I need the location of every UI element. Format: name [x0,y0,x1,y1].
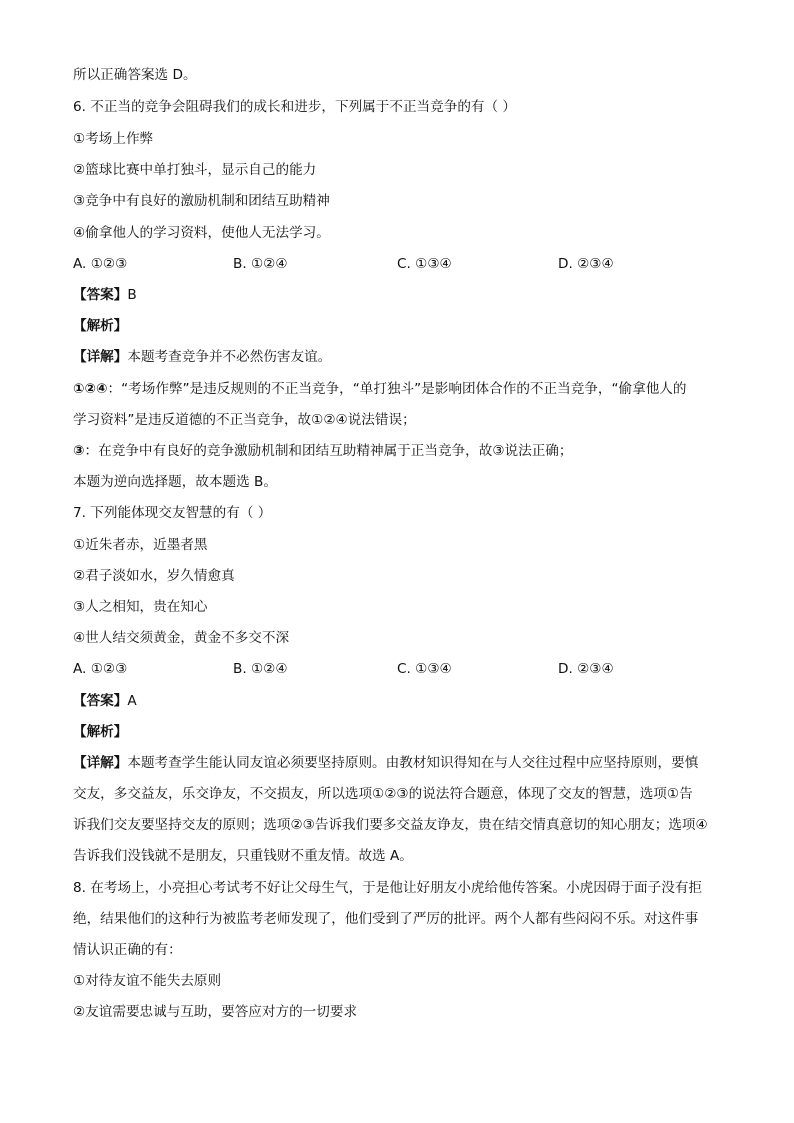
q8-item-2: ②友谊需要忠诚与互助，要答应对方的一切要求 [73,1004,358,1020]
q7-item-2: ②君子淡如水，岁久情愈真 [73,568,235,584]
q7-item-3: ③人之相知，贵在知心 [73,599,208,615]
detail-tag: 【详解】 [73,755,128,771]
q6-option-c: C. ①③④ [397,256,452,272]
q7-detail-1: 【详解】本题考查学生能认同友谊必须要坚持原则。由教材知识得知在与人交往过程中应坚持原则，要慎 [73,755,699,771]
q7-option-a: A. ①②③ [73,661,128,677]
q8-item-1: ①对待友谊不能失去原则 [73,973,222,989]
q6-analysis-tag: 【解析】 [73,318,128,334]
q6-item-1: ①考场上作弊 [73,131,154,147]
q6-item-3: ③竞争中有良好的激励机制和团结互助精神 [73,193,330,209]
q6-option-a: A. ①②③ [73,256,128,272]
q6-stem: 6. 不正当的竞争会阻碍我们的成长和进步，下列属于不正当竞争的有（ ） [73,99,517,115]
q7-option-b: B. ①②④ [233,661,288,677]
q6-detail [73,348,734,366]
answer-value: B [127,287,137,303]
q6-item-4: ④偷拿他人的学习资料，使他人无法学习。 [73,225,330,241]
q7-detail-3: 诉我们交友要坚持交友的原则；选项②③告诉我们要多交益友诤友，贵在结交情真意切的知心朋友；选项④ [73,817,708,833]
answer-tag: 【答案】 [73,693,128,709]
q7-stem: 7. 下列能体现交友智慧的有（ ） [73,505,272,521]
q6-detail-p1: ①②④：“考场作弊”是违反规则的不正当竞争，“单打独斗”是影响团体合作的不正当竞争，“偷拿他人的 [73,381,687,397]
q7-detail-4: 告诉我们没钱就不是朋友，只重钱财不重友情。故选 A。 [73,848,413,864]
q6-item-2: ②篮球比赛中单打独斗，显示自己的能力 [73,162,317,178]
q7-option-c: C. ①③④ [397,661,452,677]
q8-stem-2: 绝，结果他们的这种行为被监考老师发现了，他们受到了严厉的批评。两个人都有些闷闷不乐。对这件事 [73,911,699,927]
q6-detail-p1-cont: 学习资料”是违反道德的不正当竞争，故①②④说法错误； [73,412,416,428]
q7-answer [73,692,734,710]
q7-item-4: ④世人结交须黄金，黄金不多交不深 [73,630,290,646]
answer-value: A [127,693,137,709]
detail-text: 本题考查竞争并不必然伤害友谊。 [127,349,332,365]
q6-answer [73,286,734,304]
q6-option-d: D. ②③④ [558,256,614,272]
q7-item-1: ①近朱者赤，近墨者黑 [73,537,208,553]
q8-stem-1: 8. 在考场上，小亮担心考试考不好让父母生气，于是他让好朋友小虎给他传答案。小虎因碍于面子没有拒 [73,880,703,896]
q7-option-d: D. ②③④ [558,661,614,677]
q8-stem-3: 情认识正确的有： [73,942,182,958]
q7-detail-2: 交友，多交益友，乐交诤友，不交损友，所以选项①②③的说法符合题意，体现了交友的智慧，选项①告 [73,786,693,802]
prev-answer-line: 所以正确答案选 D。 [73,67,197,83]
q6-detail-p3: 本题为逆向选择题，故本题选 B。 [73,474,277,490]
answer-tag: 【答案】 [73,287,128,303]
q6-option-b: B. ①②④ [233,256,288,272]
detail-tag: 【详解】 [73,349,128,365]
q7-analysis-tag: 【解析】 [73,724,128,740]
q6-detail-p2: ③：在竞争中有良好的竞争激励机制和团结互助精神属于正当竞争，故③说法正确； [73,443,573,459]
